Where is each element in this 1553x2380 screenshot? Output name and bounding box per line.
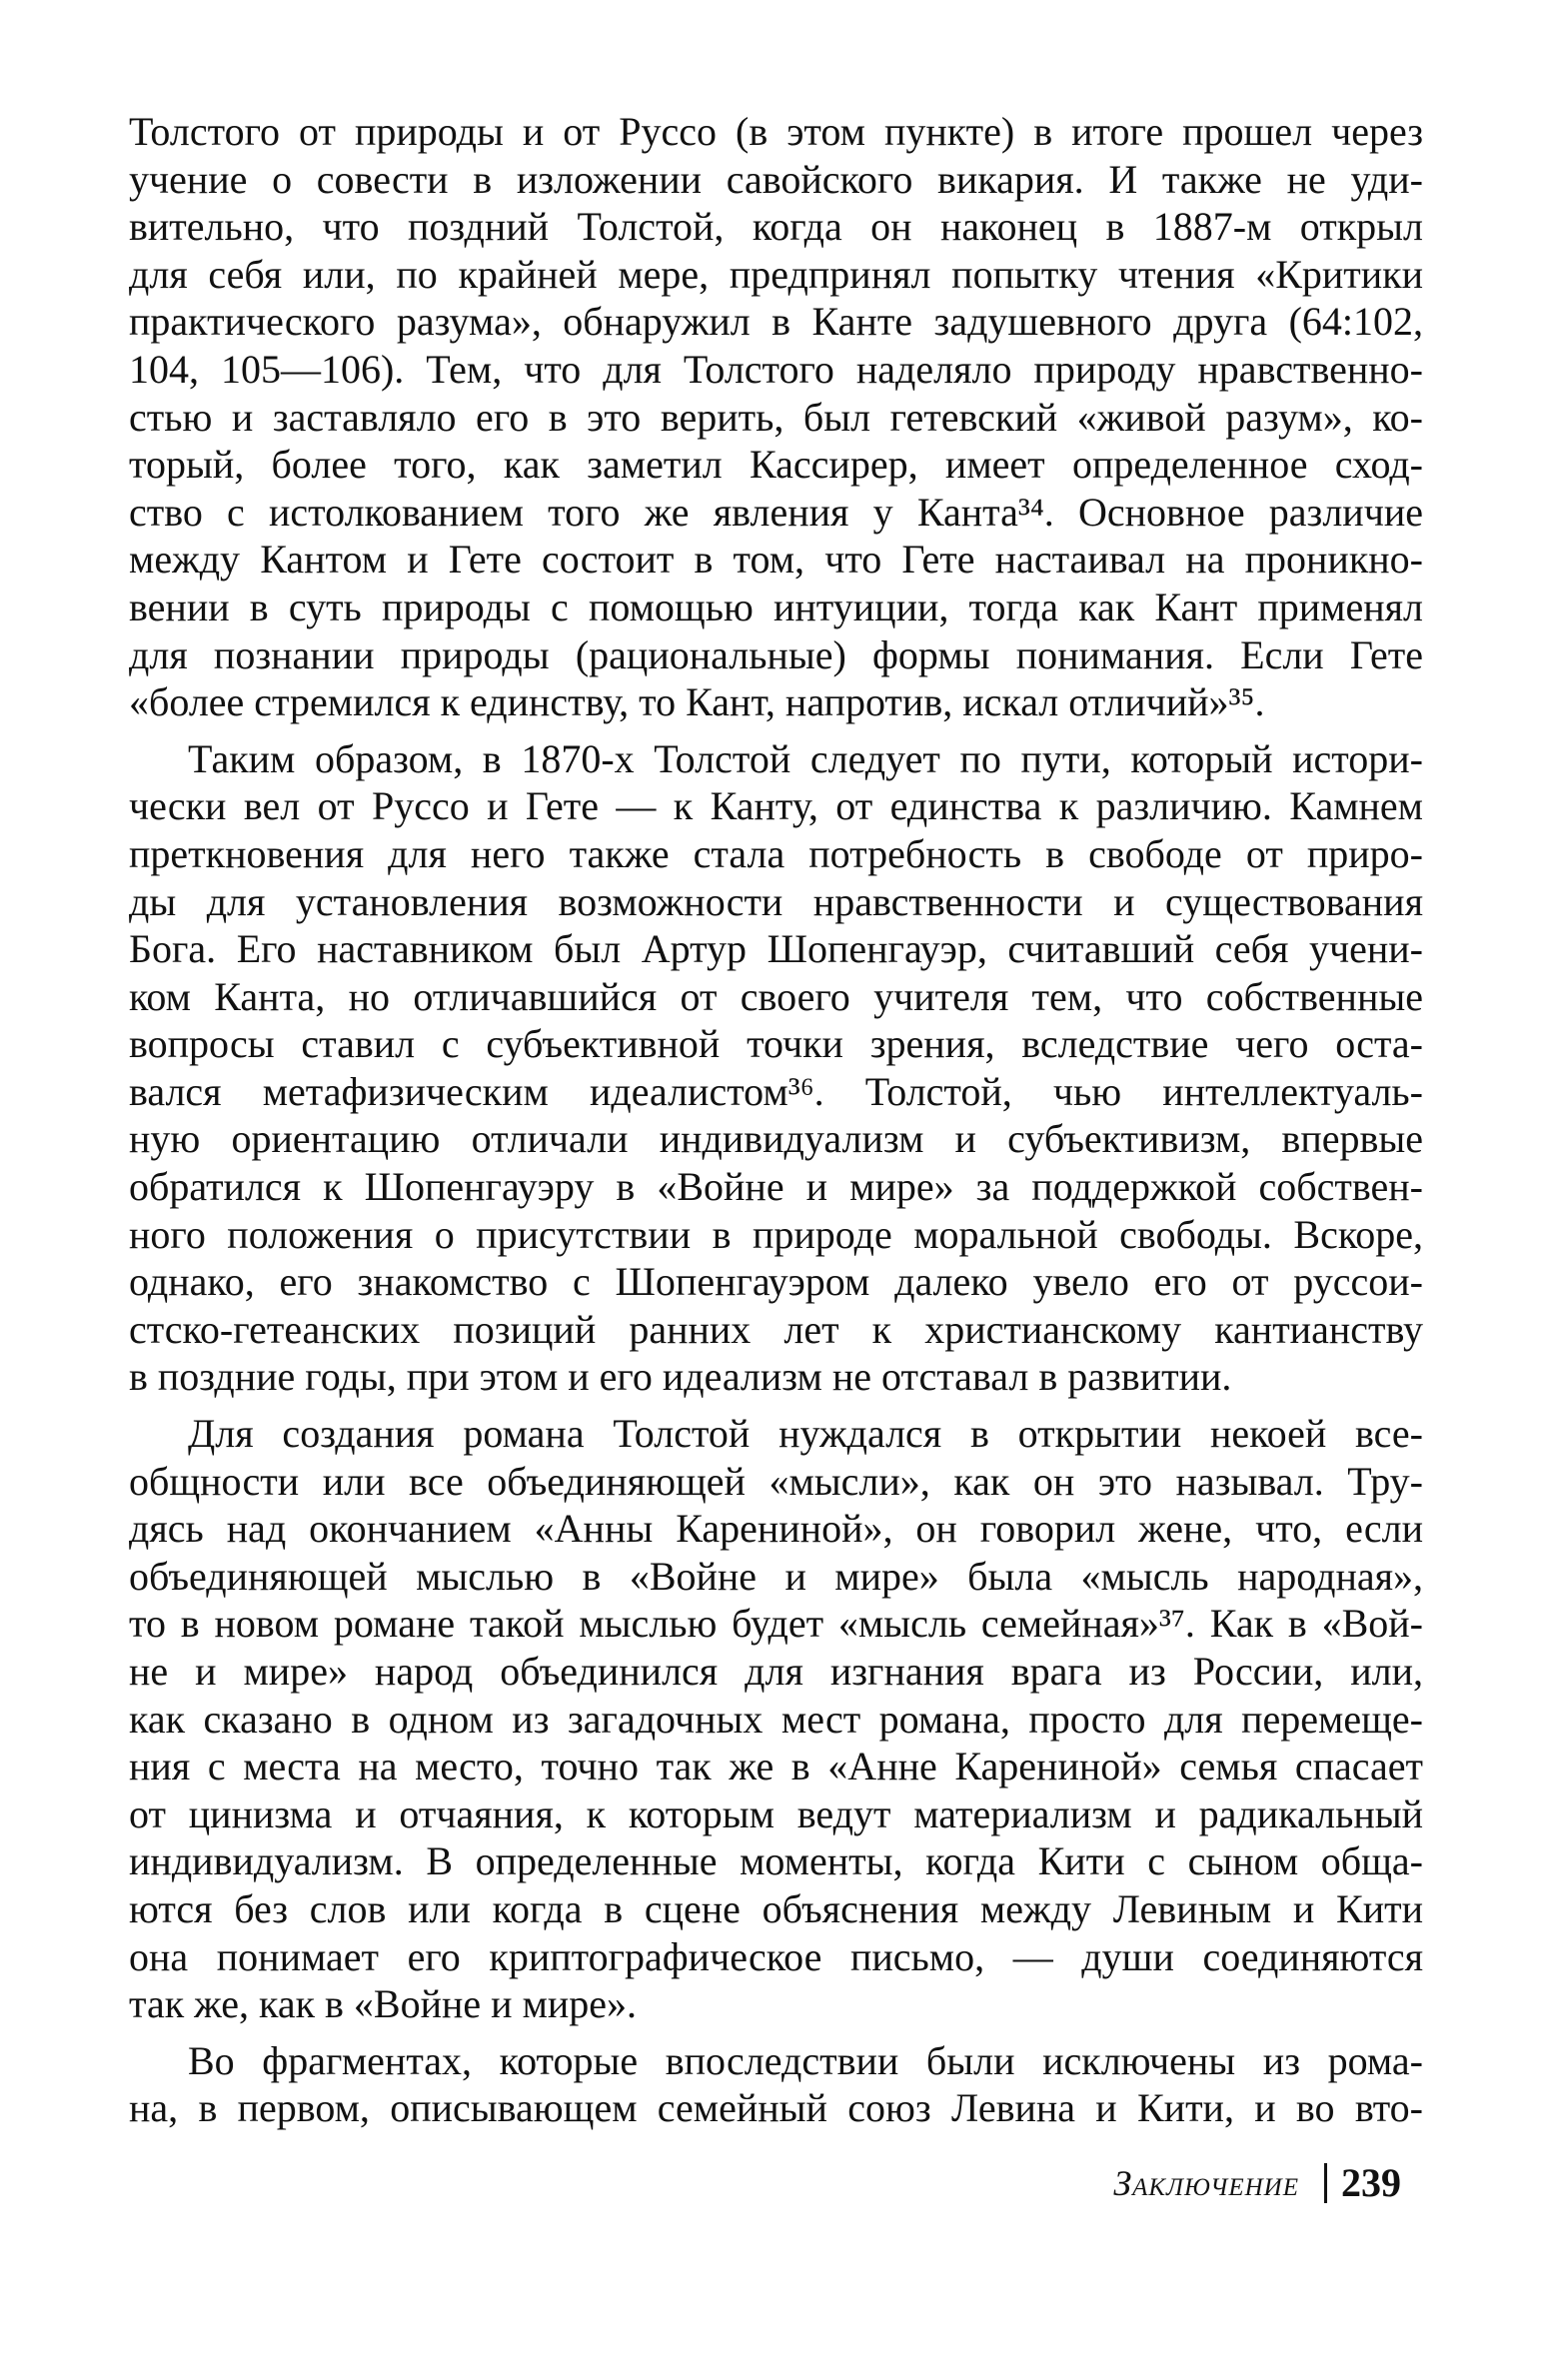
text-line: Толстого от природы и от Руссо (в этом пункте) в итоге прошел через — [129, 109, 1423, 154]
text-line: учение о совести в изложении савойского викария. И также не уди- — [129, 156, 1423, 202]
paragraph — [129, 2037, 1423, 2132]
text-line: стью и заставляло его в это верить, был гетевский «живой разум», ко- — [129, 394, 1423, 440]
text-line: Бога. Его наставником был Артур Шопенгауэр, считавший себя учени- — [129, 926, 1423, 972]
text-line: торый, более того, как заметил Кассирер, имеет определенное сход- — [129, 442, 1423, 488]
page-body — [129, 108, 1423, 2132]
text-line: Для создания романа Толстой нуждался в открытии некоей все- — [188, 1411, 1423, 1457]
text-line: вительно, что поздний Толстой, когда он наконец в 1887-м открыл — [129, 204, 1423, 250]
text-line: Таким образом, в 1870-х Толстой следует по пути, который истори- — [188, 735, 1423, 781]
text-line: вался метафизическим идеалистом³⁶. Толстой, чью интеллектуаль- — [129, 1068, 1423, 1114]
text-line: Во фрагментах, которые впоследствии были исключены из рома- — [188, 2037, 1423, 2083]
text-line: как сказано в одном из загадочных мест романа, просто для перемеще- — [129, 1696, 1423, 1742]
text-line: стско-гетеанских позиций ранних лет к христианскому кантианству — [129, 1306, 1423, 1352]
text-line: практического разума», обнаружил в Канте задушевного друга (64:102, — [129, 299, 1423, 345]
footer-divider — [1324, 2163, 1327, 2203]
text-line: на, в первом, описывающем семейный союз Левина и Кити, и во вто- — [129, 2085, 1423, 2131]
text-line: не и мире» народ объединился для изгнания врага из России, или, — [129, 1649, 1423, 1694]
page-number: 239 — [1341, 2160, 1401, 2205]
running-footer-section: Заключение — [1113, 2163, 1299, 2203]
text-line: вопросы ставил с субъективной точки зрения, вследствие чего оста- — [129, 1021, 1423, 1067]
text-line: ство с истолкованием того же явления у Канта³⁴. Основное различие — [129, 489, 1423, 535]
text-line: «более стремился к единству, то Кант, напротив, искал отличий»³⁵. — [129, 679, 1265, 725]
text-line: ком Канта, но отличавшийся от своего учителя тем, что собственные — [129, 973, 1423, 1019]
text-line: от цинизма и отчаяния, к которым ведут материализм и радикальный — [129, 1790, 1423, 1836]
text-line: она понимает его криптографическое письмо, — души соединяются — [129, 1933, 1423, 1979]
text-line: в поздние годы, при этом и его идеализм не отставал в развитии. — [129, 1354, 1232, 1400]
text-line: ную ориентацию отличали индивидуализм и субъективизм, впервые — [129, 1116, 1423, 1162]
paragraph — [129, 735, 1423, 1401]
text-line: обратился к Шопенгауэру в «Войне и мире» за поддержкой собствен- — [129, 1164, 1423, 1210]
text-line: для познании природы (рациональные) формы понимания. Если Гете — [129, 631, 1423, 677]
text-line: так же, как в «Войне и мире». — [129, 1981, 638, 2027]
paragraph — [129, 1410, 1423, 2028]
text-line: чески вел от Руссо и Гете — к Канту, от единства к различию. Камнем — [129, 783, 1423, 829]
text-line: ного положения о присутствии в природе моральной свободы. Вскоре, — [129, 1211, 1423, 1257]
text-line: ются без слов или когда в сцене объяснения между Левиным и Кити — [129, 1885, 1423, 1931]
text-line: для себя или, по крайней мере, предпринял попытку чтения «Критики — [129, 251, 1423, 297]
text-line: ния с места на место, точно так же в «Анне Карениной» семья спасает — [129, 1744, 1423, 1789]
paragraph — [129, 108, 1423, 726]
text-line: дясь над окончанием «Анны Карениной», он говорил жене, что, если — [129, 1506, 1423, 1552]
text-line: между Кантом и Гете состоит в том, что Гете настаивал на проникно- — [129, 537, 1423, 583]
text-line: преткновения для него также стала потребность в свободе от приро- — [129, 830, 1423, 876]
text-line: то в новом романе такой мыслью будет «мысль семейная»³⁷. Как в «Вой- — [129, 1601, 1423, 1647]
text-line: объединяющей мыслью в «Войне и мире» была «мысль народная», — [129, 1553, 1423, 1599]
text-line: однако, его знакомство с Шопенгауэром далеко увело его от руссои- — [129, 1259, 1423, 1305]
text-line: общности или все объединяющей «мысли», как он это называл. Тру- — [129, 1458, 1423, 1504]
text-line: 104, 105—106). Тем, что для Толстого наделяло природу нравственно- — [129, 346, 1423, 392]
text-line: индивидуализм. В определенные моменты, когда Кити с сыном обща- — [129, 1838, 1423, 1884]
text-line: вении в суть природы с помощью интуиции, тогда как Кант применял — [129, 584, 1423, 629]
page-footer — [979, 2158, 1419, 2208]
text-line: ды для установления возможности нравственности и существования — [129, 878, 1423, 924]
